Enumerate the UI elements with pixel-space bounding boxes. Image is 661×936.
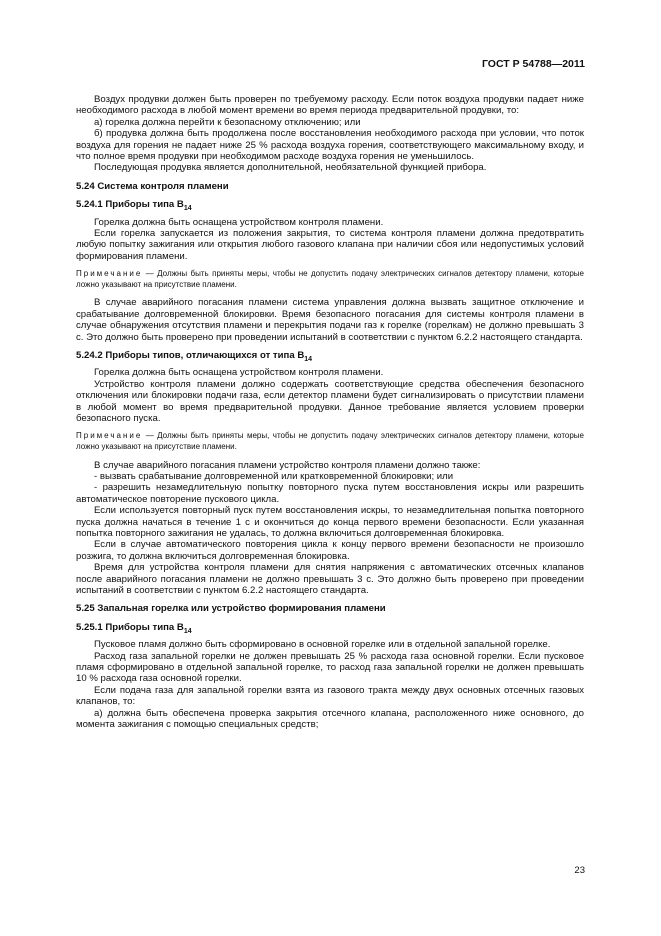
heading-text: 5.25 Запальная горелка или устройство формирования пламени <box>76 603 386 615</box>
paragraph: Если в случае автоматического повторения цикла к концу первого времени безопасности не произошло розжига, то должна включиться долговременная блокировка. <box>76 539 584 562</box>
paragraph: Устройство контроля пламени должно содержать соответствующие средства обеспечения безопасного отключения или блокировки подачи газа, если детектор пламени будет сигнализировать о присутствии пламени в любой момент во время предварительной продувки. Данное требование является условием проверки безопасного пуска. <box>76 378 584 424</box>
section-heading <box>76 603 584 614</box>
paragraph: Расход газа запальной горелки не должен превышать 25 % расхода газа основной горелки. Если пусковое пламя сформировано в отдельной запальной горелке, то расход газа запальной горелки не должен превышать 10 % расхода газа основной горелки. <box>76 650 584 685</box>
paragraph: Если горелка запускается из положения закрытия, то система контроля пламени должна предотвратить любую попытку зажигания или открытия любого газового клапана при наличии сбоя или недопустимых условий формирования пламени. <box>76 227 584 262</box>
paragraph: Если используется повторный пуск путем восстановления искры, то незамедлительная попытка повторного пуска должна начаться в течение 1 с и окончиться до конца первого времени безопасности. Если указанная попытка повторного зажигания не удалась, то должна включиться долговременная блокировка. <box>76 505 584 539</box>
note-text: — Должны быть приняты меры, чтобы не допустить подачу электрических сигналов детектору пламени, которые ложно указывают на присутствие пламени. <box>76 431 584 451</box>
section-heading <box>76 181 584 192</box>
note <box>76 269 584 290</box>
heading-text: 5.24.1 Приборы типа В <box>76 199 184 211</box>
heading-text: 5.25.1 Приборы типа В <box>76 621 184 633</box>
heading-subscript: 14 <box>183 627 192 635</box>
paragraph: Время для устройства контроля пламени для снятия напряжения с автоматических отсечных клапанов после аварийного погасания пламени не должно превышать 3 с. Это должно быть проверено при проведении испытаний в соответствии с пунктом 6.2.2 настоящего стандарта. <box>76 562 584 596</box>
section-heading <box>76 350 584 365</box>
paragraph: Последующая продувка является дополнительной, необязательной функцией прибора. <box>94 162 487 174</box>
section-heading <box>76 622 584 637</box>
paragraph: Пусковое пламя должно быть сформировано в основной горелке или в отдельной запальной горелке. <box>94 639 551 651</box>
note-label: Примечание <box>76 269 143 279</box>
paragraph: б) продувка должна быть продолжена после восстановления необходимого расхода при условии, что поток воздуха для горения не падает ниже 25 % расхода воздуха горения, соответствующего максимальному входу, и что полное время продувки при необходимом расходе воздуха горения не уменьшилось. <box>76 128 584 163</box>
paragraph: В случае аварийного погасания пламени система управления должна вызвать защитное отключение и срабатывание долговременной блокировки. Время безопасного погасания для системы контроля пламени в случае обнаружения отсутствия пламени и перекрытия подачи газ к горелке (горелкам) не должно превышать 3 с. Это должно быть проверено при проведении испытаний в соответствии с пунктом 6.2.2 настоящего стандарта. <box>76 297 584 343</box>
paragraph: Горелка должна быть оснащена устройством контроля пламени. <box>94 216 384 228</box>
paragraph: а) должна быть обеспечена проверка закрытия отсечного клапана, расположенного ниже основного, до момента зажигания с помощью специальных средств; <box>76 707 584 730</box>
paragraph: Если подача газа для запальной горелки взята из газового тракта между двух основных отсечных газовых клапанов, то: <box>76 684 584 708</box>
paragraph: - разрешить незамедлительную попытку повторного пуска путем восстановления искры или разрешить автоматическое повторение пускового цикла. <box>76 482 584 505</box>
paragraph: В случае аварийного погасания пламени устройство контроля пламени должно также: <box>94 459 481 471</box>
paragraph: - вызвать срабатывание долговременной или кратковременной блокировки; или <box>94 470 454 482</box>
heading-text: 5.24 Система контроля пламени <box>76 180 229 192</box>
page-number: 23 <box>574 865 585 876</box>
note <box>76 431 584 452</box>
heading-subscript: 14 <box>304 355 313 363</box>
section-heading <box>76 199 584 214</box>
document-header: ГОСТ Р 54788—2011 <box>481 58 585 70</box>
heading-text: 5.24.2 Приборы типов, отличающихся от типа В <box>76 350 305 361</box>
paragraph: Воздух продувки должен быть проверен по требуемому расходу. Если поток воздуха продувки падает ниже необходимого расхода в любой момент времени во время периода предварительной продувки, то: <box>76 94 584 117</box>
note-label: Примечание <box>76 431 143 441</box>
paragraph: Горелка должна быть оснащена устройством контроля пламени. <box>94 367 384 379</box>
paragraph: а) горелка должна перейти к безопасному отключению; или <box>94 116 361 128</box>
document-body <box>76 94 584 730</box>
note-text: — Должны быть приняты меры, чтобы не допустить подачу электрических сигналов детектору пламени, которые ложно указывают на присутствие пламени. <box>76 269 584 289</box>
heading-subscript: 14 <box>183 205 192 213</box>
